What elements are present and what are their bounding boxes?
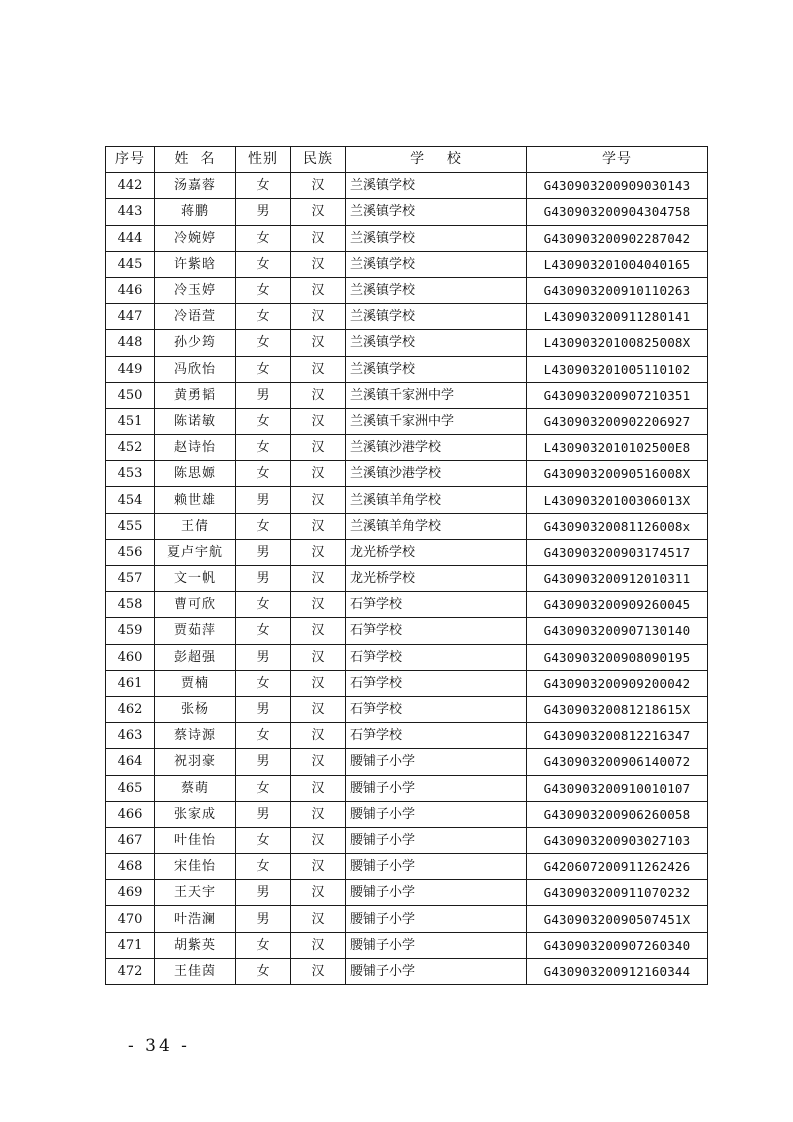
table-row bbox=[106, 225, 708, 251]
cell-ethnicity: 汉 bbox=[291, 225, 346, 251]
cell-student-id: G420607200911262426 bbox=[527, 854, 708, 880]
cell-student-id: G430903200907130140 bbox=[527, 618, 708, 644]
cell-sex: 女 bbox=[236, 435, 291, 461]
header-student-id: 学号 bbox=[527, 147, 708, 173]
cell-name: 贾楠 bbox=[155, 670, 236, 696]
table-row bbox=[106, 199, 708, 225]
cell-name: 汤嘉蓉 bbox=[155, 173, 236, 199]
cell-seq: 455 bbox=[106, 513, 155, 539]
cell-seq: 448 bbox=[106, 330, 155, 356]
cell-sex: 女 bbox=[236, 854, 291, 880]
cell-name: 许紫晗 bbox=[155, 251, 236, 277]
cell-ethnicity: 汉 bbox=[291, 618, 346, 644]
cell-school: 石笋学校 bbox=[346, 723, 527, 749]
cell-sex: 男 bbox=[236, 880, 291, 906]
table-row bbox=[106, 932, 708, 958]
table-row bbox=[106, 461, 708, 487]
cell-name: 赵诗怡 bbox=[155, 435, 236, 461]
cell-student-id: G430903200902206927 bbox=[527, 408, 708, 434]
cell-ethnicity: 汉 bbox=[291, 775, 346, 801]
cell-student-id: G430903200912160344 bbox=[527, 958, 708, 984]
cell-sex: 男 bbox=[236, 749, 291, 775]
cell-name: 蔡诗源 bbox=[155, 723, 236, 749]
cell-ethnicity: 汉 bbox=[291, 566, 346, 592]
table-row bbox=[106, 801, 708, 827]
header-school: 学 校 bbox=[346, 147, 527, 173]
cell-school: 兰溪镇沙港学校 bbox=[346, 435, 527, 461]
cell-name: 冯欣怡 bbox=[155, 356, 236, 382]
table-row bbox=[106, 958, 708, 984]
cell-ethnicity: 汉 bbox=[291, 854, 346, 880]
cell-ethnicity: 汉 bbox=[291, 696, 346, 722]
cell-ethnicity: 汉 bbox=[291, 906, 346, 932]
header-seq: 序号 bbox=[106, 147, 155, 173]
cell-sex: 男 bbox=[236, 382, 291, 408]
cell-seq: 468 bbox=[106, 854, 155, 880]
table-row bbox=[106, 435, 708, 461]
cell-student-id: G430903200912010311 bbox=[527, 566, 708, 592]
cell-sex: 男 bbox=[236, 696, 291, 722]
cell-sex: 男 bbox=[236, 906, 291, 932]
cell-student-id: G43090320081126008x bbox=[527, 513, 708, 539]
cell-seq: 444 bbox=[106, 225, 155, 251]
cell-seq: 442 bbox=[106, 173, 155, 199]
cell-ethnicity: 汉 bbox=[291, 749, 346, 775]
table-row bbox=[106, 277, 708, 303]
cell-ethnicity: 汉 bbox=[291, 513, 346, 539]
cell-school: 腰铺子小学 bbox=[346, 749, 527, 775]
cell-seq: 472 bbox=[106, 958, 155, 984]
cell-seq: 460 bbox=[106, 644, 155, 670]
table-row bbox=[106, 330, 708, 356]
cell-name: 蒋鹏 bbox=[155, 199, 236, 225]
table-row bbox=[106, 304, 708, 330]
cell-seq: 461 bbox=[106, 670, 155, 696]
cell-seq: 467 bbox=[106, 827, 155, 853]
cell-sex: 男 bbox=[236, 487, 291, 513]
cell-name: 张家成 bbox=[155, 801, 236, 827]
cell-ethnicity: 汉 bbox=[291, 723, 346, 749]
cell-seq: 458 bbox=[106, 592, 155, 618]
table-row bbox=[106, 513, 708, 539]
header-ethnicity: 民族 bbox=[291, 147, 346, 173]
cell-name: 夏卢宇航 bbox=[155, 539, 236, 565]
cell-name: 王天宇 bbox=[155, 880, 236, 906]
cell-name: 王倩 bbox=[155, 513, 236, 539]
cell-sex: 男 bbox=[236, 539, 291, 565]
cell-ethnicity: 汉 bbox=[291, 461, 346, 487]
cell-ethnicity: 汉 bbox=[291, 408, 346, 434]
cell-ethnicity: 汉 bbox=[291, 382, 346, 408]
header-name: 姓 名 bbox=[155, 147, 236, 173]
table-row bbox=[106, 775, 708, 801]
cell-seq: 454 bbox=[106, 487, 155, 513]
table-row bbox=[106, 670, 708, 696]
cell-student-id: G430903200909260045 bbox=[527, 592, 708, 618]
cell-name: 彭超强 bbox=[155, 644, 236, 670]
table-row bbox=[106, 487, 708, 513]
cell-ethnicity: 汉 bbox=[291, 801, 346, 827]
cell-sex: 男 bbox=[236, 566, 291, 592]
cell-name: 王佳茵 bbox=[155, 958, 236, 984]
cell-school: 石笋学校 bbox=[346, 670, 527, 696]
cell-name: 冷语萱 bbox=[155, 304, 236, 330]
cell-school: 兰溪镇学校 bbox=[346, 225, 527, 251]
table-row bbox=[106, 539, 708, 565]
cell-name: 曹可欣 bbox=[155, 592, 236, 618]
cell-seq: 456 bbox=[106, 539, 155, 565]
cell-student-id: G430903200908090195 bbox=[527, 644, 708, 670]
table-row bbox=[106, 251, 708, 277]
cell-seq: 465 bbox=[106, 775, 155, 801]
cell-student-id: G43090320090507451X bbox=[527, 906, 708, 932]
page-number: - 34 - bbox=[128, 1036, 190, 1056]
cell-sex: 女 bbox=[236, 723, 291, 749]
cell-school: 腰铺子小学 bbox=[346, 775, 527, 801]
cell-ethnicity: 汉 bbox=[291, 670, 346, 696]
cell-seq: 466 bbox=[106, 801, 155, 827]
table-row bbox=[106, 566, 708, 592]
cell-student-id: G430903200907210351 bbox=[527, 382, 708, 408]
cell-sex: 男 bbox=[236, 644, 291, 670]
cell-sex: 女 bbox=[236, 304, 291, 330]
cell-seq: 447 bbox=[106, 304, 155, 330]
cell-student-id: G43090320081218615X bbox=[527, 696, 708, 722]
cell-seq: 451 bbox=[106, 408, 155, 434]
table-row bbox=[106, 827, 708, 853]
cell-seq: 452 bbox=[106, 435, 155, 461]
cell-ethnicity: 汉 bbox=[291, 827, 346, 853]
cell-sex: 女 bbox=[236, 670, 291, 696]
table-row bbox=[106, 723, 708, 749]
table-row bbox=[106, 749, 708, 775]
table-row bbox=[106, 408, 708, 434]
table-row bbox=[106, 592, 708, 618]
table-row bbox=[106, 696, 708, 722]
cell-ethnicity: 汉 bbox=[291, 487, 346, 513]
cell-sex: 女 bbox=[236, 592, 291, 618]
table-row bbox=[106, 618, 708, 644]
cell-sex: 女 bbox=[236, 932, 291, 958]
header-sex: 性别 bbox=[236, 147, 291, 173]
cell-student-id: G430903200909200042 bbox=[527, 670, 708, 696]
cell-name: 冷婉婷 bbox=[155, 225, 236, 251]
table-row bbox=[106, 644, 708, 670]
cell-seq: 449 bbox=[106, 356, 155, 382]
cell-student-id: G430903200902287042 bbox=[527, 225, 708, 251]
cell-school: 兰溪镇学校 bbox=[346, 251, 527, 277]
cell-name: 黄勇韬 bbox=[155, 382, 236, 408]
cell-school: 兰溪镇学校 bbox=[346, 304, 527, 330]
cell-school: 兰溪镇千家洲中学 bbox=[346, 408, 527, 434]
cell-school: 兰溪镇羊角学校 bbox=[346, 487, 527, 513]
cell-school: 石笋学校 bbox=[346, 644, 527, 670]
cell-ethnicity: 汉 bbox=[291, 356, 346, 382]
cell-ethnicity: 汉 bbox=[291, 304, 346, 330]
cell-school: 腰铺子小学 bbox=[346, 854, 527, 880]
cell-student-id: G430903200910110263 bbox=[527, 277, 708, 303]
cell-student-id: G430903200812216347 bbox=[527, 723, 708, 749]
cell-seq: 471 bbox=[106, 932, 155, 958]
cell-student-id: G430903200904304758 bbox=[527, 199, 708, 225]
cell-school: 兰溪镇学校 bbox=[346, 173, 527, 199]
cell-name: 冷玉婷 bbox=[155, 277, 236, 303]
cell-ethnicity: 汉 bbox=[291, 251, 346, 277]
cell-school: 兰溪镇学校 bbox=[346, 330, 527, 356]
cell-ethnicity: 汉 bbox=[291, 539, 346, 565]
cell-seq: 464 bbox=[106, 749, 155, 775]
cell-student-id: G430903200911070232 bbox=[527, 880, 708, 906]
cell-name: 叶浩澜 bbox=[155, 906, 236, 932]
cell-name: 祝羽豪 bbox=[155, 749, 236, 775]
cell-ethnicity: 汉 bbox=[291, 880, 346, 906]
cell-name: 蔡萌 bbox=[155, 775, 236, 801]
cell-seq: 450 bbox=[106, 382, 155, 408]
cell-sex: 女 bbox=[236, 356, 291, 382]
cell-school: 兰溪镇学校 bbox=[346, 277, 527, 303]
cell-student-id: L4309032010102500E8 bbox=[527, 435, 708, 461]
cell-sex: 女 bbox=[236, 618, 291, 644]
cell-sex: 女 bbox=[236, 513, 291, 539]
cell-student-id: L430903201004040165 bbox=[527, 251, 708, 277]
cell-sex: 男 bbox=[236, 801, 291, 827]
cell-seq: 445 bbox=[106, 251, 155, 277]
cell-student-id: L43090320100825008X bbox=[527, 330, 708, 356]
table-row bbox=[106, 906, 708, 932]
cell-name: 孙少筠 bbox=[155, 330, 236, 356]
cell-student-id: G430903200906140072 bbox=[527, 749, 708, 775]
cell-seq: 470 bbox=[106, 906, 155, 932]
cell-sex: 女 bbox=[236, 775, 291, 801]
cell-school: 石笋学校 bbox=[346, 618, 527, 644]
cell-school: 兰溪镇学校 bbox=[346, 356, 527, 382]
cell-student-id: G430903200907260340 bbox=[527, 932, 708, 958]
cell-ethnicity: 汉 bbox=[291, 958, 346, 984]
cell-seq: 457 bbox=[106, 566, 155, 592]
cell-school: 龙光桥学校 bbox=[346, 566, 527, 592]
cell-name: 陈诺敏 bbox=[155, 408, 236, 434]
cell-seq: 446 bbox=[106, 277, 155, 303]
cell-ethnicity: 汉 bbox=[291, 932, 346, 958]
cell-school: 龙光桥学校 bbox=[346, 539, 527, 565]
cell-school: 腰铺子小学 bbox=[346, 958, 527, 984]
cell-school: 腰铺子小学 bbox=[346, 801, 527, 827]
table-body bbox=[106, 173, 708, 985]
cell-sex: 女 bbox=[236, 330, 291, 356]
cell-student-id: L430903201005110102 bbox=[527, 356, 708, 382]
cell-sex: 男 bbox=[236, 199, 291, 225]
cell-student-id: G43090320090516008X bbox=[527, 461, 708, 487]
cell-student-id: G430903200909030143 bbox=[527, 173, 708, 199]
cell-school: 兰溪镇羊角学校 bbox=[346, 513, 527, 539]
table-row bbox=[106, 382, 708, 408]
cell-school: 兰溪镇学校 bbox=[346, 199, 527, 225]
cell-sex: 女 bbox=[236, 225, 291, 251]
cell-school: 石笋学校 bbox=[346, 592, 527, 618]
cell-ethnicity: 汉 bbox=[291, 592, 346, 618]
cell-school: 兰溪镇沙港学校 bbox=[346, 461, 527, 487]
cell-sex: 女 bbox=[236, 408, 291, 434]
cell-school: 腰铺子小学 bbox=[346, 827, 527, 853]
table-row bbox=[106, 356, 708, 382]
cell-name: 胡紫英 bbox=[155, 932, 236, 958]
table-row bbox=[106, 173, 708, 199]
cell-ethnicity: 汉 bbox=[291, 173, 346, 199]
cell-ethnicity: 汉 bbox=[291, 644, 346, 670]
cell-ethnicity: 汉 bbox=[291, 199, 346, 225]
cell-seq: 469 bbox=[106, 880, 155, 906]
cell-student-id: G430903200903174517 bbox=[527, 539, 708, 565]
cell-seq: 463 bbox=[106, 723, 155, 749]
cell-school: 腰铺子小学 bbox=[346, 880, 527, 906]
cell-student-id: L43090320100306013X bbox=[527, 487, 708, 513]
cell-name: 贾茹萍 bbox=[155, 618, 236, 644]
cell-student-id: G430903200906260058 bbox=[527, 801, 708, 827]
cell-sex: 女 bbox=[236, 251, 291, 277]
cell-student-id: L430903200911280141 bbox=[527, 304, 708, 330]
table-row bbox=[106, 854, 708, 880]
cell-school: 腰铺子小学 bbox=[346, 932, 527, 958]
header-row bbox=[106, 147, 708, 173]
cell-sex: 女 bbox=[236, 958, 291, 984]
cell-seq: 453 bbox=[106, 461, 155, 487]
table-row bbox=[106, 880, 708, 906]
cell-name: 赖世雄 bbox=[155, 487, 236, 513]
cell-name: 文一帆 bbox=[155, 566, 236, 592]
cell-school: 兰溪镇千家洲中学 bbox=[346, 382, 527, 408]
cell-ethnicity: 汉 bbox=[291, 277, 346, 303]
cell-ethnicity: 汉 bbox=[291, 435, 346, 461]
cell-sex: 女 bbox=[236, 827, 291, 853]
cell-seq: 462 bbox=[106, 696, 155, 722]
cell-sex: 女 bbox=[236, 461, 291, 487]
cell-student-id: G430903200903027103 bbox=[527, 827, 708, 853]
cell-name: 宋佳怡 bbox=[155, 854, 236, 880]
cell-sex: 女 bbox=[236, 173, 291, 199]
cell-ethnicity: 汉 bbox=[291, 330, 346, 356]
cell-name: 陈思嫄 bbox=[155, 461, 236, 487]
cell-school: 腰铺子小学 bbox=[346, 906, 527, 932]
table-header bbox=[106, 147, 708, 173]
cell-seq: 459 bbox=[106, 618, 155, 644]
cell-sex: 女 bbox=[236, 277, 291, 303]
cell-seq: 443 bbox=[106, 199, 155, 225]
cell-name: 张杨 bbox=[155, 696, 236, 722]
cell-name: 叶佳怡 bbox=[155, 827, 236, 853]
student-roster-table bbox=[105, 146, 708, 985]
cell-student-id: G430903200910010107 bbox=[527, 775, 708, 801]
cell-school: 石笋学校 bbox=[346, 696, 527, 722]
